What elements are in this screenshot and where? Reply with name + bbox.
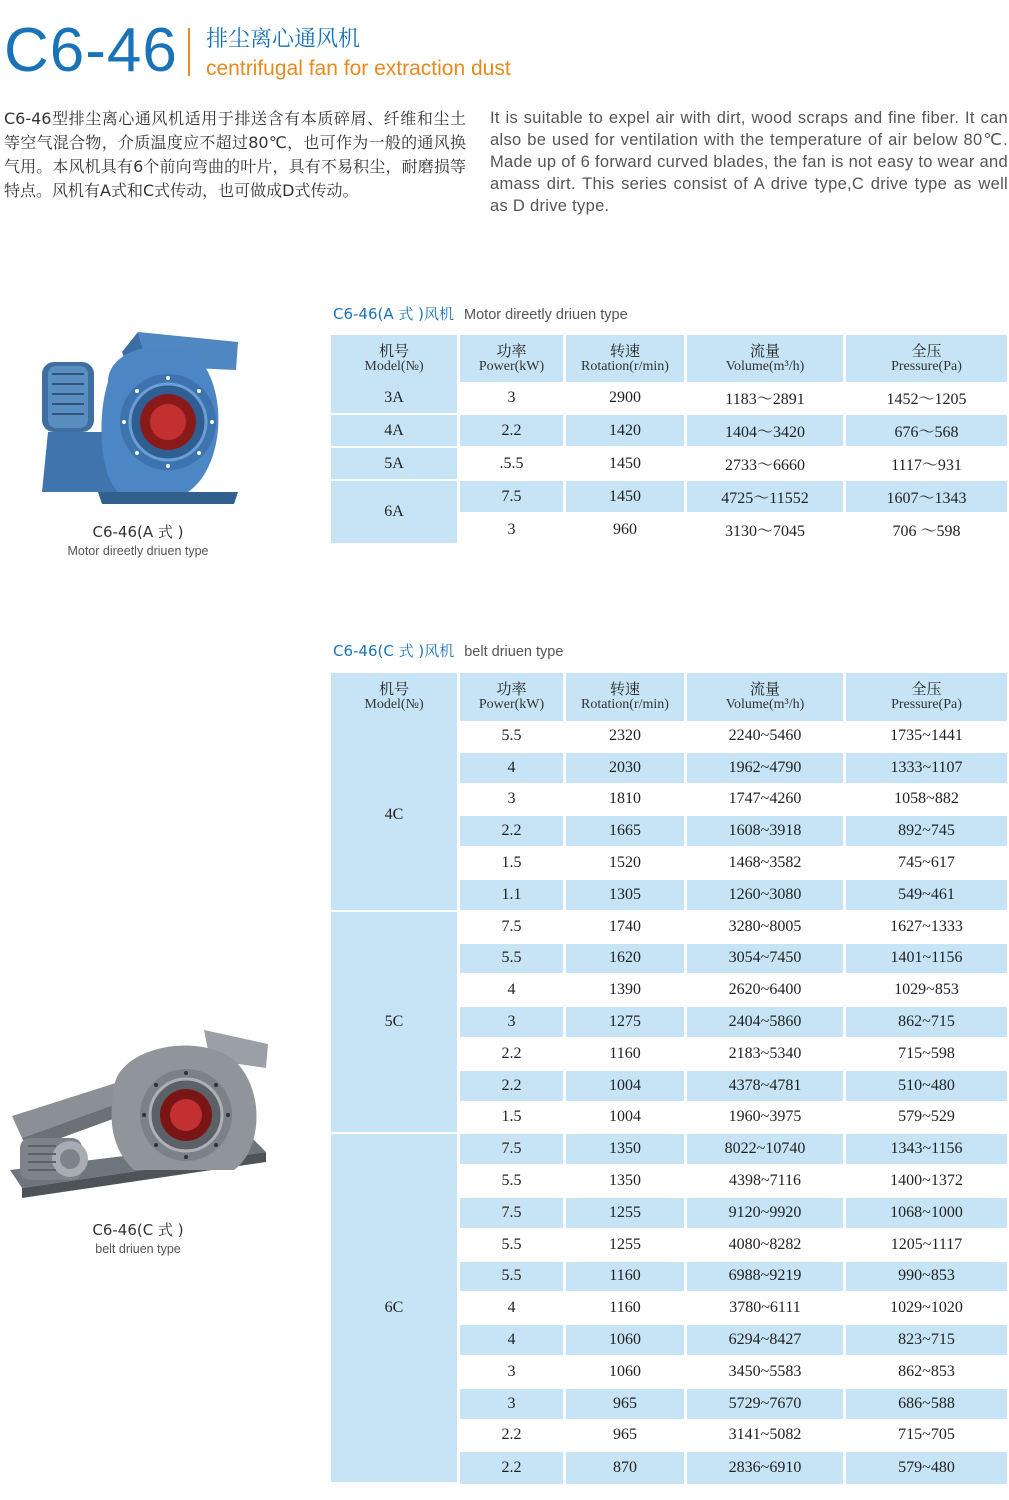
- volume-cell: 8022~10740: [687, 1134, 846, 1166]
- col-header-rotation: 转速 Rotation(r/min): [566, 673, 687, 721]
- pressure-cell: 1205~1117: [846, 1230, 1007, 1262]
- section-c-title-cn: C6-46(C 式 )风机: [333, 642, 455, 660]
- rotation-cell: 960: [566, 514, 687, 545]
- volume-cell: 2183~5340: [687, 1039, 846, 1071]
- volume-cell: 6294~8427: [687, 1325, 846, 1357]
- pressure-cell: 1117～931: [846, 448, 1007, 481]
- volume-cell: 4398~7116: [687, 1166, 846, 1198]
- rotation-cell: 1060: [566, 1325, 687, 1357]
- rotation-cell: 1160: [566, 1039, 687, 1071]
- power-cell: 2.2: [460, 1421, 566, 1453]
- fan-c-drive-image: [4, 1020, 274, 1220]
- pressure-cell: 862~853: [846, 1357, 1007, 1389]
- table-row: [331, 912, 1007, 944]
- power-cell: 2.2: [460, 1452, 566, 1484]
- pressure-cell: 1401~1156: [846, 944, 1007, 976]
- model-title: C6-46: [4, 16, 178, 85]
- volume-cell: 4725～11552: [687, 481, 846, 514]
- power-cell: 5.5: [460, 1230, 566, 1262]
- volume-cell: 2836~6910: [687, 1452, 846, 1484]
- volume-cell: 2733～6660: [687, 448, 846, 481]
- power-cell: 4: [460, 1293, 566, 1325]
- description-en: It is suitable to expel air with dirt, wood scraps and fine fiber. It can also be used for ventilation with the temperature of air below 80℃. Made up of 6 forward curved blades, the fan is not easy to wear and amass dirt. This series consist of A drive type,C drive type as well as D drive type.: [490, 109, 1008, 215]
- power-cell: 2.2: [460, 1039, 566, 1071]
- pressure-cell: 715~598: [846, 1039, 1007, 1071]
- power-cell: 1.5: [460, 848, 566, 880]
- model-cell: 4A: [331, 415, 460, 448]
- power-cell: .5.5: [460, 448, 566, 481]
- pressure-cell: 510~480: [846, 1071, 1007, 1103]
- table-row: [331, 1134, 1007, 1166]
- volume-cell: 1183～2891: [687, 382, 846, 415]
- fan-a-caption: [48, 522, 228, 560]
- pressure-cell: 892~745: [846, 816, 1007, 848]
- pressure-cell: 1029~1020: [846, 1293, 1007, 1325]
- pressure-cell: 1607～1343: [846, 481, 1007, 514]
- power-cell: 5.5: [460, 721, 566, 753]
- rotation-cell: 1520: [566, 848, 687, 880]
- description-cn: C6-46型排尘离心通风机适用于排送含有本质碎屑、纤维和尘土等空气混合物，介质温度应不超过80℃，也可作为一般的通风换气用。本风机具有6个前向弯曲的叶片，具有不易积尘，耐磨损等特点。风机有A式和C式传动，也可做成D式传动。: [4, 109, 466, 200]
- power-cell: 5.5: [460, 1262, 566, 1294]
- pressure-cell: 706 ～598: [846, 514, 1007, 545]
- power-cell: 7.5: [460, 1198, 566, 1230]
- pressure-cell: 1452～1205: [846, 382, 1007, 415]
- title-divider: [188, 28, 190, 76]
- rotation-cell: 1160: [566, 1262, 687, 1294]
- rotation-cell: 1160: [566, 1293, 687, 1325]
- model-cell: 6A: [331, 481, 460, 545]
- spec-table-c: [331, 673, 1007, 1484]
- pressure-cell: 1029~853: [846, 975, 1007, 1007]
- rotation-cell: 965: [566, 1421, 687, 1453]
- power-cell: 4: [460, 1325, 566, 1357]
- product-title-cn: 排尘离心通风机: [206, 27, 361, 52]
- pressure-cell: 579~480: [846, 1452, 1007, 1484]
- rotation-cell: 1450: [566, 448, 687, 481]
- volume-cell: 3141~5082: [687, 1421, 846, 1453]
- rotation-cell: 1740: [566, 912, 687, 944]
- fan-a-caption-en: Motor direetly driuen type: [67, 544, 209, 558]
- rotation-cell: 1665: [566, 816, 687, 848]
- power-cell: 2.2: [460, 415, 566, 448]
- pressure-cell: 579~529: [846, 1103, 1007, 1135]
- section-a-title: [333, 304, 628, 325]
- volume-cell: 3130～7045: [687, 514, 846, 545]
- volume-cell: 1260~3080: [687, 880, 846, 912]
- volume-cell: 3054~7450: [687, 944, 846, 976]
- rotation-cell: 1255: [566, 1230, 687, 1262]
- table-row: [331, 382, 1007, 415]
- pressure-cell: 990~853: [846, 1262, 1007, 1294]
- volume-cell: 1608~3918: [687, 816, 846, 848]
- table-row: [331, 448, 1007, 481]
- product-title-en: centrifugal fan for extraction dust: [206, 57, 511, 80]
- rotation-cell: 1620: [566, 944, 687, 976]
- volume-cell: 1747~4260: [687, 785, 846, 817]
- volume-cell: 4080~8282: [687, 1230, 846, 1262]
- rotation-cell: 1390: [566, 975, 687, 1007]
- fan-a-caption-cn: C6-46(A 式 ): [92, 523, 184, 541]
- power-cell: 1.5: [460, 1103, 566, 1135]
- volume-cell: 6988~9219: [687, 1262, 846, 1294]
- fan-c-caption-cn: C6-46(C 式 ): [92, 1221, 184, 1239]
- power-cell: 4: [460, 975, 566, 1007]
- rotation-cell: 2320: [566, 721, 687, 753]
- pressure-cell: 549~461: [846, 880, 1007, 912]
- model-cell: 3A: [331, 382, 460, 415]
- rotation-cell: 1004: [566, 1071, 687, 1103]
- rotation-cell: 1060: [566, 1357, 687, 1389]
- table-row: [331, 481, 1007, 514]
- volume-cell: 1404～3420: [687, 415, 846, 448]
- rotation-cell: 965: [566, 1389, 687, 1421]
- model-cell: 4C: [331, 721, 460, 912]
- pressure-cell: 1068~1000: [846, 1198, 1007, 1230]
- section-a-title-cn: C6-46(A 式 )风机: [333, 305, 455, 323]
- power-cell: 1.1: [460, 880, 566, 912]
- fan-a-drive-image: [38, 322, 248, 522]
- table-row: [331, 415, 1007, 448]
- pressure-cell: 1333~1107: [846, 753, 1007, 785]
- pressure-cell: 1400~1372: [846, 1166, 1007, 1198]
- section-c-title: [333, 641, 563, 662]
- fan-c-caption: [48, 1220, 228, 1258]
- table-row: [331, 721, 1007, 753]
- col-header-volume: 流量 Volume(m³/h): [687, 673, 846, 721]
- model-cell: 5C: [331, 912, 460, 1135]
- rotation-cell: 1420: [566, 415, 687, 448]
- volume-cell: 1960~3975: [687, 1103, 846, 1135]
- power-cell: 3: [460, 785, 566, 817]
- rotation-cell: 1305: [566, 880, 687, 912]
- rotation-cell: 2030: [566, 753, 687, 785]
- power-cell: 3: [460, 1007, 566, 1039]
- volume-cell: 1468~3582: [687, 848, 846, 880]
- pressure-cell: 676～568: [846, 415, 1007, 448]
- volume-cell: 9120~9920: [687, 1198, 846, 1230]
- power-cell: 2.2: [460, 816, 566, 848]
- volume-cell: 3280~8005: [687, 912, 846, 944]
- col-header-model: 机号 Model(№): [331, 673, 460, 721]
- volume-cell: 2404~5860: [687, 1007, 846, 1039]
- power-cell: 7.5: [460, 481, 566, 514]
- rotation-cell: 2900: [566, 382, 687, 415]
- rotation-cell: 1450: [566, 481, 687, 514]
- volume-cell: 5729~7670: [687, 1389, 846, 1421]
- pressure-cell: 1058~882: [846, 785, 1007, 817]
- pressure-cell: 823~715: [846, 1325, 1007, 1357]
- pressure-cell: 715~705: [846, 1421, 1007, 1453]
- model-cell: 6C: [331, 1134, 460, 1484]
- col-header-power: 功率 Power(kW): [460, 673, 566, 721]
- volume-cell: 1962~4790: [687, 753, 846, 785]
- volume-cell: 3450~5583: [687, 1357, 846, 1389]
- rotation-cell: 1255: [566, 1198, 687, 1230]
- col-header-volume: 流量 Volume(m³/h): [687, 335, 846, 382]
- section-a-title-en: Motor direetly driuen type: [464, 307, 628, 323]
- power-cell: 7.5: [460, 1134, 566, 1166]
- pressure-cell: 1627~1333: [846, 912, 1007, 944]
- power-cell: 4: [460, 753, 566, 785]
- model-cell: 5A: [331, 448, 460, 481]
- section-c-title-en: belt driuen type: [464, 644, 564, 660]
- power-cell: 5.5: [460, 944, 566, 976]
- spec-table-a: [331, 335, 1007, 545]
- power-cell: 3: [460, 1357, 566, 1389]
- pressure-cell: 745~617: [846, 848, 1007, 880]
- power-cell: 3: [460, 1389, 566, 1421]
- rotation-cell: 1810: [566, 785, 687, 817]
- fan-c-caption-en: belt driuen type: [95, 1242, 181, 1256]
- pressure-cell: 1735~1441: [846, 721, 1007, 753]
- col-header-rotation: 转速 Rotation(r/min): [566, 335, 687, 382]
- col-header-pressure: 全压 Pressure(Pa): [846, 335, 1007, 382]
- volume-cell: 3780~6111: [687, 1293, 846, 1325]
- col-header-model: 机号 Model(№): [331, 335, 460, 382]
- rotation-cell: 870: [566, 1452, 687, 1484]
- power-cell: 2.2: [460, 1071, 566, 1103]
- volume-cell: 2240~5460: [687, 721, 846, 753]
- rotation-cell: 1350: [566, 1134, 687, 1166]
- col-header-power: 功率 Power(kW): [460, 335, 566, 382]
- power-cell: 3: [460, 514, 566, 545]
- pressure-cell: 686~588: [846, 1389, 1007, 1421]
- rotation-cell: 1004: [566, 1103, 687, 1135]
- pressure-cell: 1343~1156: [846, 1134, 1007, 1166]
- power-cell: 5.5: [460, 1166, 566, 1198]
- rotation-cell: 1275: [566, 1007, 687, 1039]
- power-cell: 3: [460, 382, 566, 415]
- volume-cell: 2620~6400: [687, 975, 846, 1007]
- volume-cell: 4378~4781: [687, 1071, 846, 1103]
- power-cell: 7.5: [460, 912, 566, 944]
- rotation-cell: 1350: [566, 1166, 687, 1198]
- pressure-cell: 862~715: [846, 1007, 1007, 1039]
- col-header-pressure: 全压 Pressure(Pa): [846, 673, 1007, 721]
